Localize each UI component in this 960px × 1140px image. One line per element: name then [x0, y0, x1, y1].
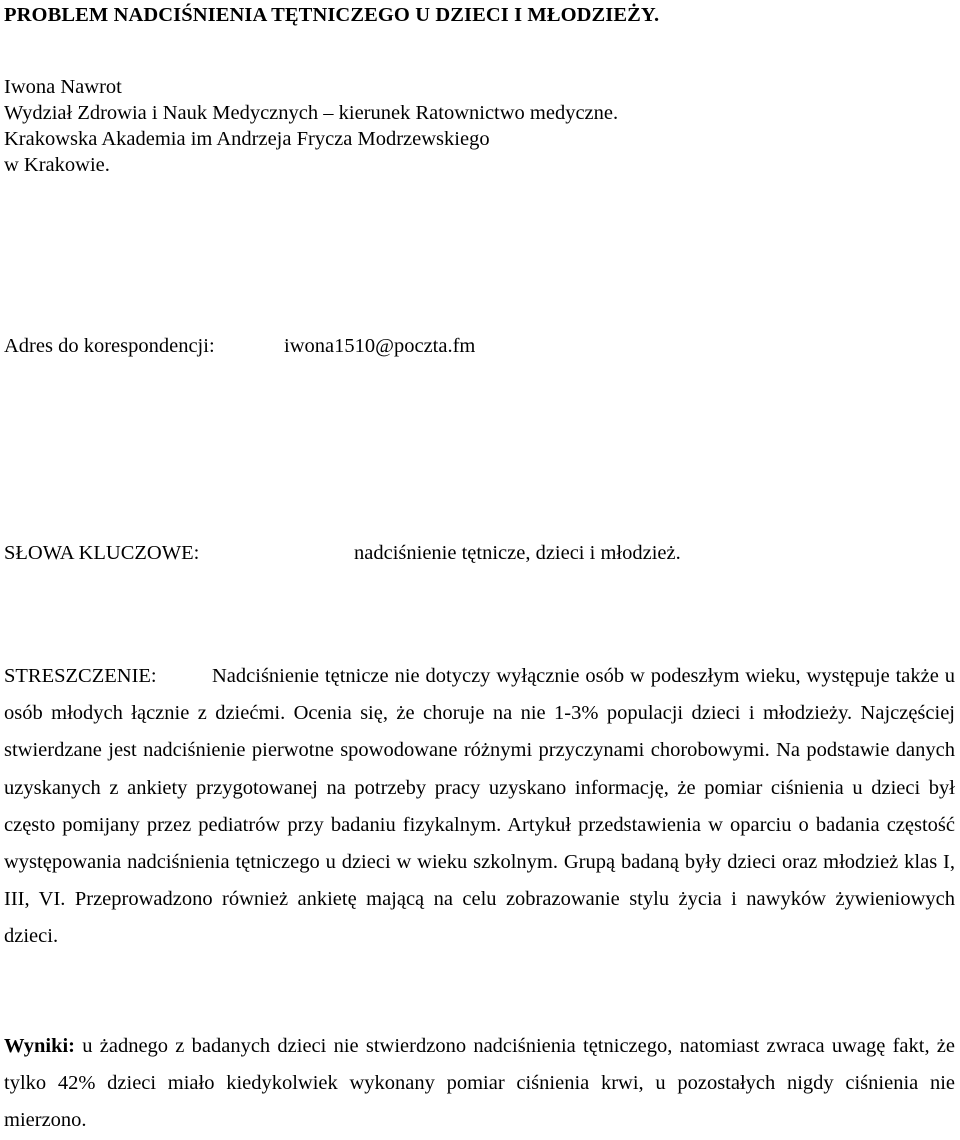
- keywords-value: nadciśnienie tętnicze, dzieci i młodzież.: [354, 542, 681, 564]
- results-label: Wyniki:: [4, 1035, 76, 1057]
- author-affiliation-line-2: Krakowska Akademia im Andrzeja Frycza Modrzewskiego: [4, 128, 490, 150]
- keywords-row: [4, 542, 681, 565]
- correspondence-email: iwona1510@poczta.fm: [284, 335, 476, 357]
- author-name: Iwona Nawrot: [4, 76, 122, 98]
- results-paragraph: [4, 1028, 955, 1140]
- author-affiliation-line-3: w Krakowie.: [4, 154, 110, 176]
- abstract-text: Nadciśnienie tętnicze nie dotyczy wyłącznie osób w podeszłym wieku, występuje także u osób młodych łącznie z dziećmi. Ocenia się, że choruje na nie 1-3% populacji dzieci i młodzieży. Najczęściej stwierdzane jest nadciśnienie pierwotne spowodowane różnymi przyczynami chorobowymi. Na podstawie danych uzyskanych z ankiety przygotowanej na potrzeby pracy uzyskano informację, że pomiar ciśnienia u dzieci był często pomijany przez pediatrów przy badaniu fizykalnym. Artykuł przedstawienia w oparciu o badania częstość występowania nadciśnienia tętniczego u dzieci w wieku szkolnym. Grupą badaną były dzieci oraz młodzież klas I, III, VI. Przeprowadzono również ankietę mającą na celu zobrazowanie stylu życia i nawyków żywieniowych dzieci.: [4, 665, 955, 948]
- author-affiliation-line-1: Wydział Zdrowia i Nauk Medycznych – kierunek Ratownictwo medyczne.: [4, 102, 619, 124]
- author-block: [4, 74, 618, 178]
- correspondence-label: Adres do korespondencji:: [4, 335, 215, 357]
- correspondence-row: [4, 335, 476, 358]
- results-text: u żadnego z badanych dzieci nie stwierdzono nadciśnienia tętniczego, natomiast zwraca uwagę fakt, że tylko 42% dzieci miało kiedykolwiek wykonany pomiar ciśnienia krwi, u pozostałych nigdy ciśnienia nie mierzono.: [4, 1035, 956, 1132]
- document-title: PROBLEM NADCIŚNIENIA TĘTNICZEGO U DZIECI I MŁODZIEŻY.: [4, 4, 660, 26]
- abstract-label: STRESZCZENIE:: [4, 665, 157, 687]
- keywords-label: SŁOWA KLUCZOWE:: [4, 542, 200, 564]
- abstract-paragraph: [4, 658, 955, 956]
